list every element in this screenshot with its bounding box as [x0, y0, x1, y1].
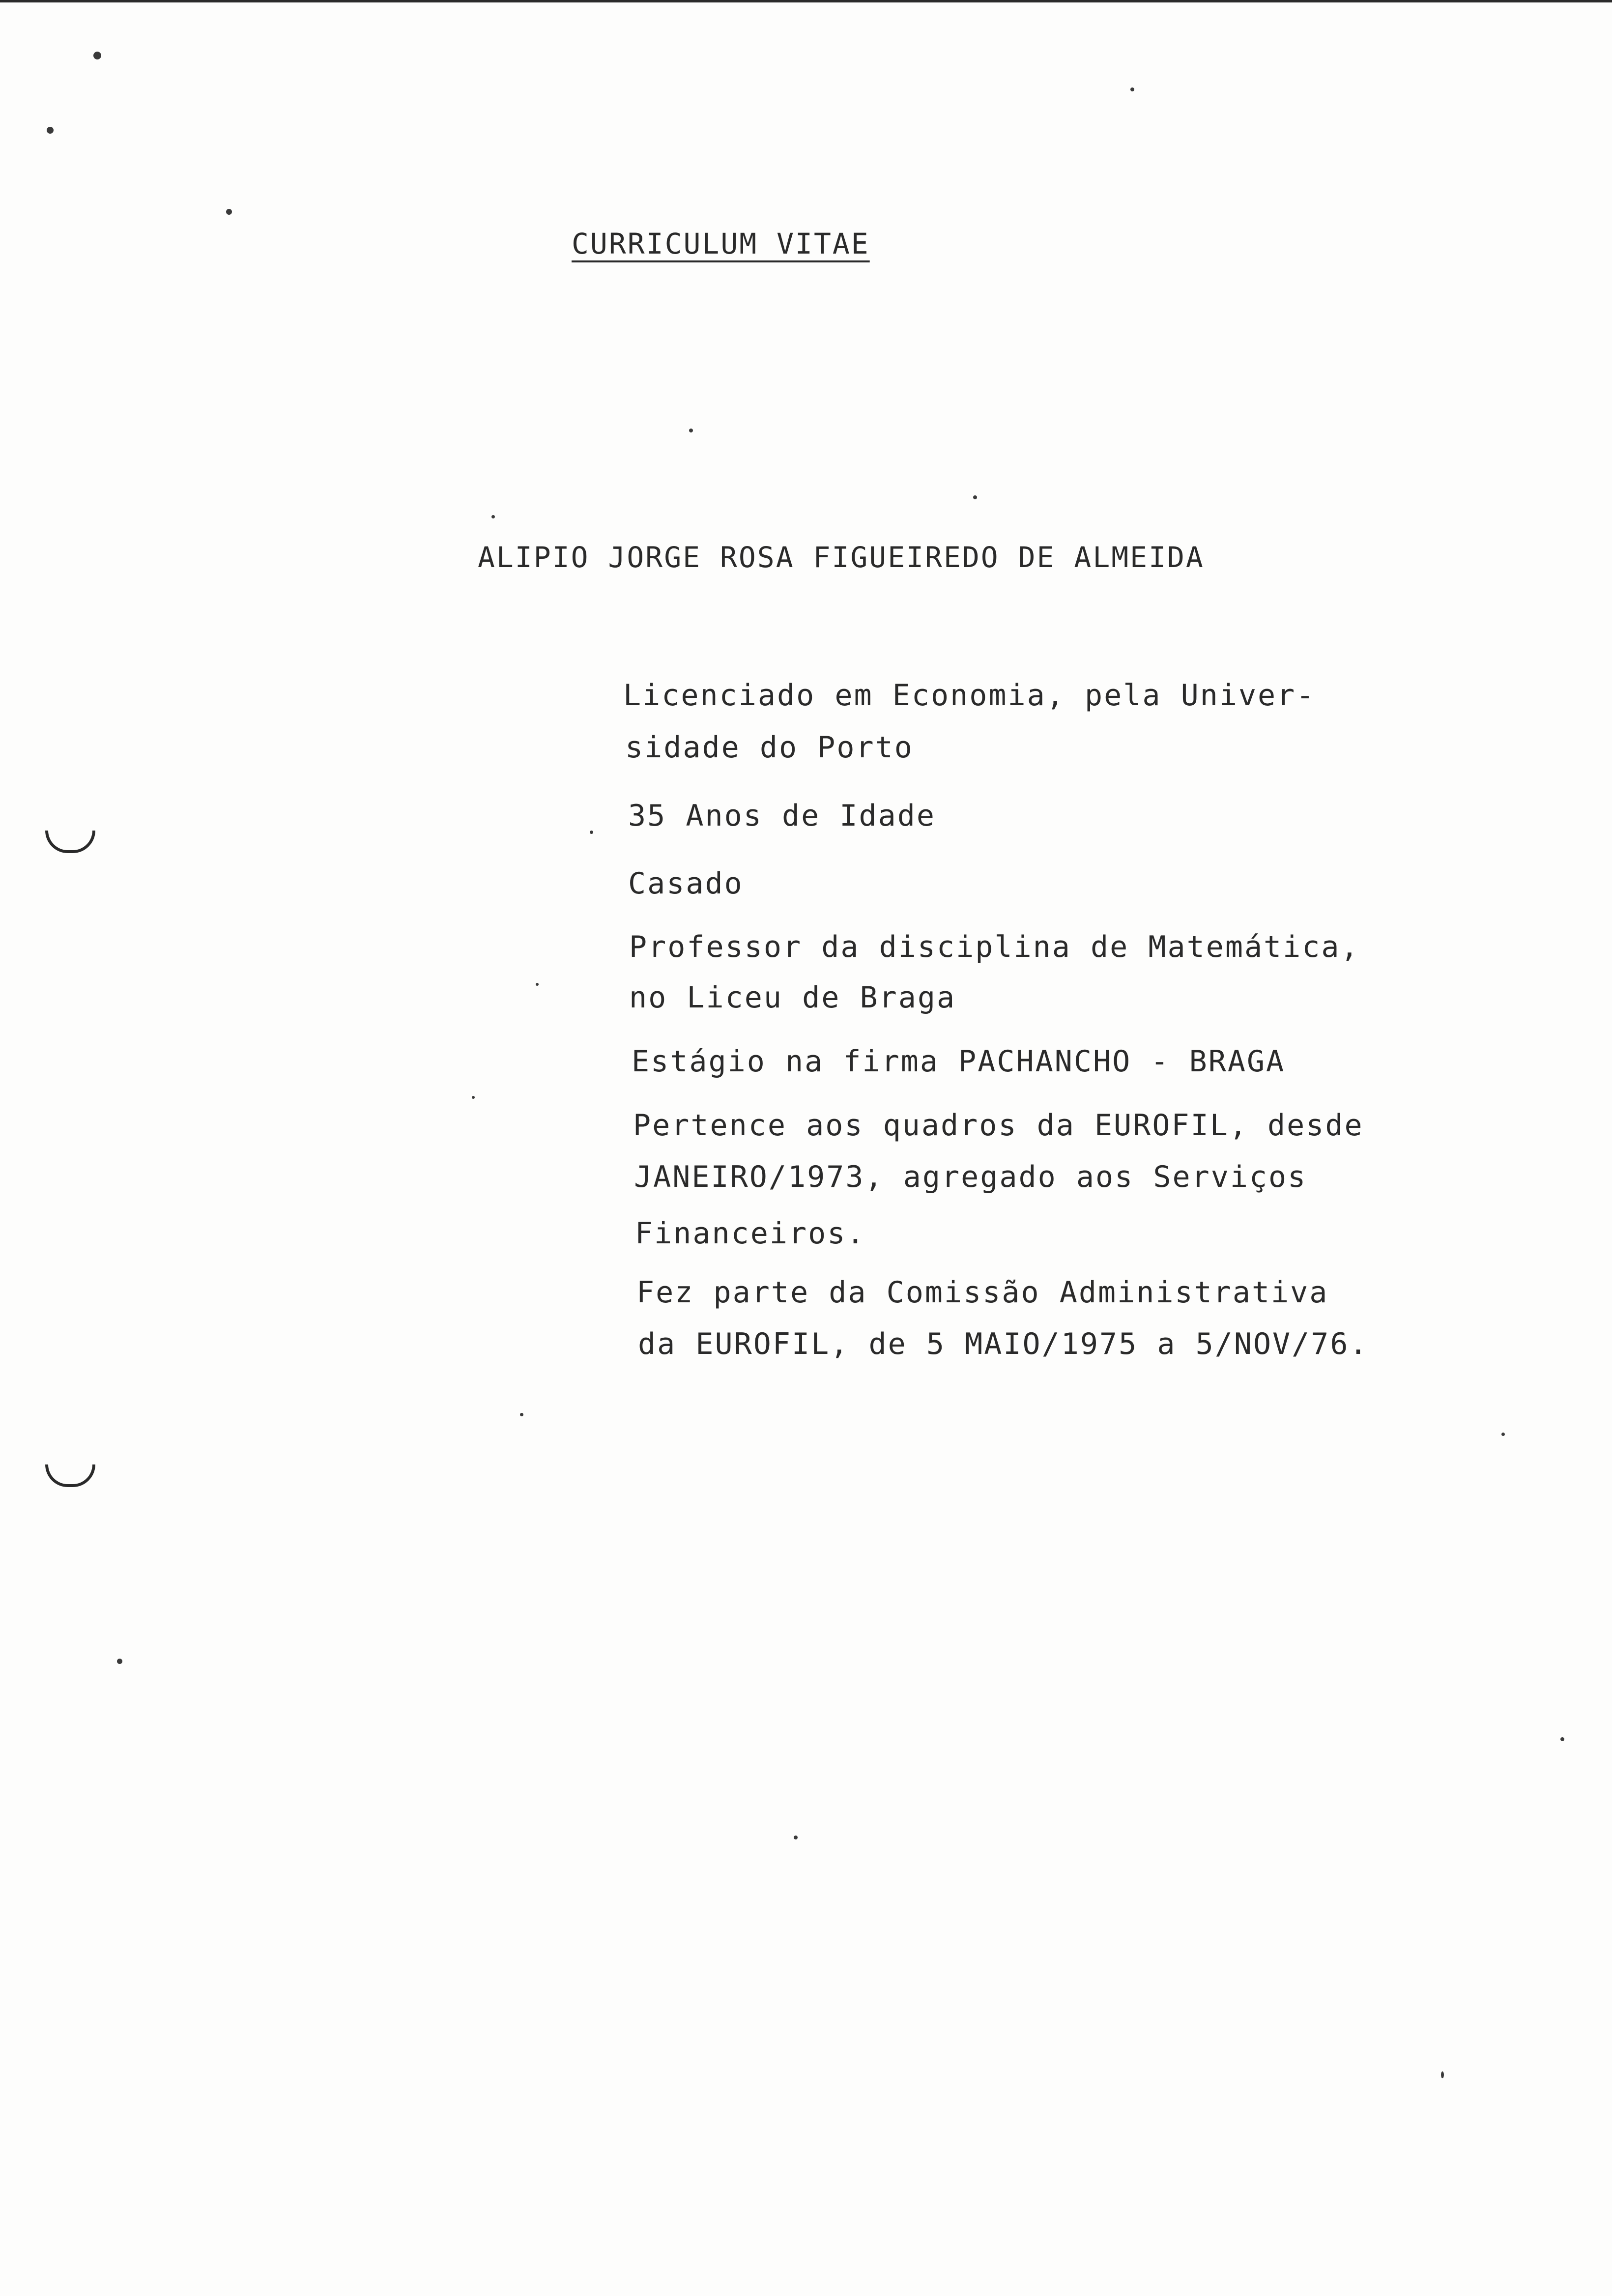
scan-speck — [226, 209, 232, 215]
cv-line-commission-1: Fez parte da Comissão Administrativa — [636, 1275, 1329, 1310]
scan-curve-mark — [45, 831, 95, 853]
cv-line-age: 35 Anos de Idade — [628, 799, 936, 833]
scan-curve-mark — [45, 1464, 95, 1487]
scan-speck — [973, 495, 977, 499]
cv-line-degree-1: Licenciado em Economia, pela Univer- — [623, 678, 1316, 713]
person-name: ALIPIO JORGE ROSA FIGUEIREDO DE ALMEIDA — [478, 541, 1205, 574]
scan-speck — [1560, 1737, 1564, 1741]
scan-speck — [117, 1659, 122, 1664]
scan-speck — [47, 127, 54, 134]
cv-line-eurofil-2: JANEIRO/1973, agregado aos Serviços — [634, 1160, 1307, 1194]
cv-line-eurofil-3: Financeiros. — [635, 1216, 866, 1251]
scan-speck — [1441, 2071, 1444, 2078]
cv-line-commission-2: da EUROFIL, de 5 MAIO/1975 a 5/NOV/76. — [638, 1327, 1369, 1361]
scan-speck — [1130, 87, 1134, 91]
cv-line-teaching-1: Professor da disciplina de Matemática, — [629, 930, 1360, 964]
document-title: CURRICULUM VITAE — [572, 227, 870, 260]
scan-speck — [536, 983, 539, 986]
scan-speck — [520, 1413, 523, 1416]
cv-line-teaching-2: no Liceu de Braga — [629, 980, 956, 1015]
cv-line-internship: Estágio na firma PACHANCHO - BRAGA — [632, 1044, 1286, 1079]
scan-speck — [794, 1836, 798, 1839]
scan-speck — [590, 831, 593, 834]
top-border-line — [0, 0, 1612, 2]
scan-speck — [93, 52, 101, 59]
cv-line-degree-2: sidade do Porto — [625, 730, 914, 765]
scan-speck — [491, 515, 495, 518]
scan-speck — [1501, 1433, 1505, 1436]
scan-speck — [472, 1096, 475, 1099]
scan-speck — [689, 429, 693, 432]
cv-line-eurofil-1: Pertence aos quadros da EUROFIL, desde — [633, 1108, 1364, 1143]
cv-line-marital-status: Casado — [628, 866, 744, 901]
